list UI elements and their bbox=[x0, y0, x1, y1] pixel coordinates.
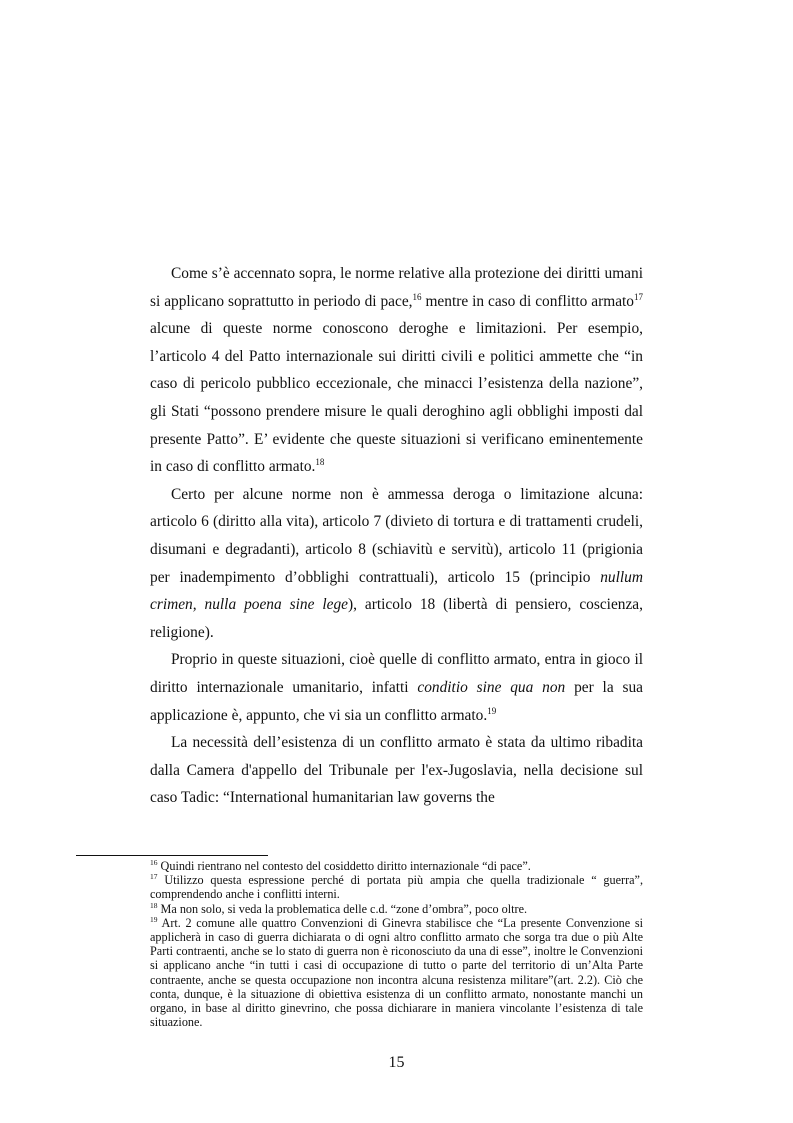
footnote-17 bbox=[150, 873, 643, 901]
footnote-ref-17: 17 bbox=[634, 291, 643, 302]
footnote-16 bbox=[150, 859, 643, 873]
footnote-number: 16 bbox=[150, 858, 158, 867]
text-run: alcune di queste norme conoscono deroghe e limitazioni. Per esempio, l’articolo 4 del Patto internazionale sui diritti civili e politici ammette che “in caso di pericolo pubblico eccezionale, che minacci l’esistenza della nazione”, gli Stati “possono prendere misure le quali deroghino agli obblighi imposti dal presente Patto”. E’ evidente che queste situazioni si verificano eminentemente in caso di conflitto armato. bbox=[150, 320, 643, 476]
text-run: La necessità dell’esistenza di un conflitto armato è stata da ultimo ribadita dalla Camera d'appello del Tribunale per l'ex-Jugoslavia, nella decisione sul caso Tadic: “International humanitarian law governs the bbox=[150, 734, 643, 807]
footnote-ref-18: 18 bbox=[315, 457, 325, 468]
footnote-text: Utilizzo questa espressione perché di portata più ampia che quella tradizionale “ guerra”, comprendendo anche i conflitti interni. bbox=[150, 873, 644, 902]
footnote-ref-16: 16 bbox=[412, 291, 422, 302]
text-run: Certo per alcune norme non è ammessa deroga o limitazione alcuna: articolo 6 (diritto alla vita), articolo 7 (divieto di tortura e di trattamenti crudeli, disumani e degradanti), articolo 8 (schiavitù e servitù), articolo 11 (prigionia per inadempimento d’obblighi contrattuali), articolo 15 (principio bbox=[150, 485, 643, 586]
footnotes bbox=[150, 859, 643, 1029]
footnote-18 bbox=[150, 902, 643, 916]
footnote-19 bbox=[150, 916, 643, 1030]
italic-phrase: nullum crimen, nulla poena sine lege bbox=[150, 568, 643, 614]
text-run: per la sua applicazione è, appunto, che vi sia un conflitto armato. bbox=[150, 678, 643, 724]
paragraph-4 bbox=[150, 729, 643, 812]
footnote-number: 17 bbox=[150, 872, 158, 882]
text-run: ), articolo 18 (libertà di pensiero, coscienza, religione). bbox=[150, 596, 643, 641]
footnote-number: 19 bbox=[150, 914, 158, 924]
footnote-text: Art. 2 comune alle quattro Convenzioni di Ginevra stabilisce che “La presente Convenzione si applicherà in caso di guerra dichiarata o di ogni altro conflitto armato che sorga tra due o più Alte Parti contraenti, anche se lo stato di guerra non è riconosciuto da una di esse”, inoltre le Convenzioni si applicano anche “in tutti i casi di occupazione di tutto o parte del territorio di un’Alta Parte contraente, anche se questa occupazione non incontra alcuna resistenza militare”(art. 2.2). Ciò che conta, dunque, è la situazione di obiettiva esistenza di un conflitto armato, nonostante manchi un organo, in base al diritto ginevrino, che possa dichiarare in maniera vincolante l’esistenza di tale situazione. bbox=[150, 915, 643, 1030]
footnote-text: Ma non solo, si veda la problematica delle c.d. “zone d’ombra”, poco oltre. bbox=[160, 901, 528, 916]
footnote-text: Quindi rientrano nel contesto del cosiddetto diritto internazionale “di pace”. bbox=[160, 859, 531, 873]
page-number: 15 bbox=[388, 1054, 405, 1071]
text-run: Come s’è accennato sopra, le norme relative alla protezione dei diritti umani si applicano soprattutto in periodo di pace, bbox=[150, 265, 643, 310]
body-text bbox=[150, 260, 643, 812]
text-run: Proprio in queste situazioni, cioè quelle di conflitto armato, entra in gioco il diritto internazionale umanitario, infatti bbox=[150, 651, 643, 696]
footnote-ref-19: 19 bbox=[487, 705, 497, 716]
footnote-divider bbox=[76, 855, 268, 856]
paragraph-3 bbox=[150, 646, 643, 729]
text-run: mentre in caso di conflitto armato bbox=[421, 292, 634, 310]
footnote-number: 18 bbox=[150, 900, 158, 910]
italic-phrase: conditio sine qua non bbox=[417, 678, 566, 696]
paragraph-2 bbox=[150, 481, 643, 647]
paragraph-1 bbox=[150, 260, 643, 481]
